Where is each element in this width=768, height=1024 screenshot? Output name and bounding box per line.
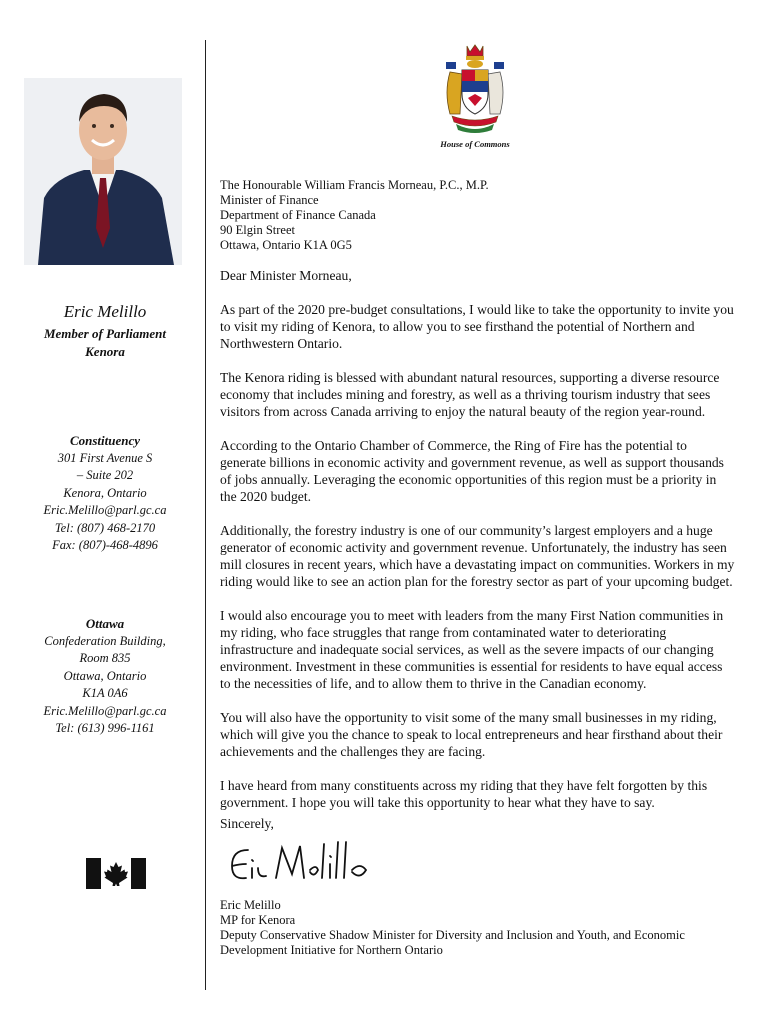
recipient-line: 90 Elgin Street — [220, 223, 295, 237]
constituency-email: Eric.Melillo@parl.gc.ca — [43, 503, 167, 517]
crest-caption: House of Commons — [440, 139, 510, 149]
mp-title-block — [10, 325, 200, 361]
ottawa-office — [10, 615, 200, 738]
ottawa-email: Eric.Melillo@parl.gc.ca — [43, 703, 167, 718]
recipient-address — [220, 178, 735, 253]
body-paragraph: I have heard from many constituents across my riding that they have felt forgotten by this government. I hope you will take this opportunity to hear what they have to say. — [220, 778, 708, 810]
constituency-heading: Constituency — [69, 433, 141, 448]
signer-title: MP for Kenora — [220, 913, 296, 927]
constituency-phone: Tel: (807) 468-2170 — [54, 520, 156, 535]
constituency-office — [10, 432, 200, 555]
closing: Sincerely, — [220, 816, 274, 831]
body-paragraph: You will also have the opportunity to visit some of the many small businesses in my riding, which will give you the chance to speak to local entrepreneurs and hear firsthand about their achievements and the challenges they are facing. — [220, 710, 723, 759]
body-paragraph: As part of the 2020 pre-budget consultations, I would like to take the opportunity to invite you to visit my riding of Kenora, to allow you to see firsthand the potential of Northern and Northwestern Ontario. — [220, 302, 734, 351]
recipient-line: Ottawa, Ontario K1A 0G5 — [220, 238, 352, 252]
salutation: Dear Minister Morneau, — [220, 268, 352, 283]
ottawa-phone: Tel: (613) 996-1161 — [55, 721, 155, 735]
body-paragraph: I would also encourage you to meet with leaders from the many First Nation communities in my riding, who face struggles that range from contaminated water to deteriorating infrastructure and inadequate social services, as well as the severe impacts of our changing environment. Investment in these communities is essential for residents to have equal access to the necessities of life, and to allow them to thrive in the Canadian economy. — [220, 608, 724, 691]
ottawa-line: K1A 0A6 — [82, 686, 128, 700]
mp-portrait-photo — [24, 78, 182, 265]
recipient-line: Department of Finance Canada — [220, 208, 376, 222]
letter-body — [220, 301, 735, 828]
recipient-line: The Honourable William Francis Morneau, P.C., M.P. — [220, 178, 489, 192]
constituency-fax: Fax: (807)-468-4896 — [52, 538, 158, 552]
signer-role: Deputy Conservative Shadow Minister for Diversity and Inclusion and Youth, and Economic Development Initiative for Northern Ontario — [220, 928, 685, 957]
handwritten-signature — [226, 836, 376, 894]
body-paragraph: According to the Ontario Chamber of Commerce, the Ring of Fire has the potential to generate billions in economic activity and government revenue, as well as support thousands of jobs annually. Leveraging the economic opportunities of this region must be a priority in the 2020 budget. — [220, 438, 724, 504]
body-paragraph: The Kenora riding is blessed with abundant natural resources, supporting a diverse resource economy that includes mining and forestry, as well as a thriving tourism industry that sees visitors from across Canada arriving to enjoy the natural beauty of the region year-round. — [220, 370, 720, 419]
constituency-line: 301 First Avenue S — [57, 450, 153, 465]
vertical-divider — [205, 40, 206, 990]
ottawa-heading: Ottawa — [85, 616, 125, 631]
constituency-line: – Suite 202 — [76, 468, 134, 482]
mp-riding: Kenora — [85, 344, 125, 359]
coat-of-arms-icon — [440, 42, 510, 134]
recipient-line: Minister of Finance — [220, 193, 319, 207]
canada-flag-icon — [86, 858, 146, 889]
ottawa-line: Ottawa, Ontario — [63, 668, 147, 683]
mp-name: Eric Melillo — [63, 302, 147, 321]
signer-block — [220, 898, 735, 958]
signer-name: Eric Melillo — [220, 898, 281, 912]
constituency-line: Kenora, Ontario — [63, 485, 147, 500]
ottawa-line: Confederation Building, — [44, 633, 166, 648]
body-paragraph: Additionally, the forestry industry is one of our community’s largest employers and a huge generator of economic activity and government revenue. Unfortunately, the industry has seen mill closures in recent years, which have a devastating impact on communities. Workers in my riding would like to see an action plan for the forestry sector as part of your upcoming budget. — [220, 523, 735, 589]
mp-role: Member of Parliament — [43, 326, 167, 341]
ottawa-line: Room 835 — [79, 651, 131, 665]
